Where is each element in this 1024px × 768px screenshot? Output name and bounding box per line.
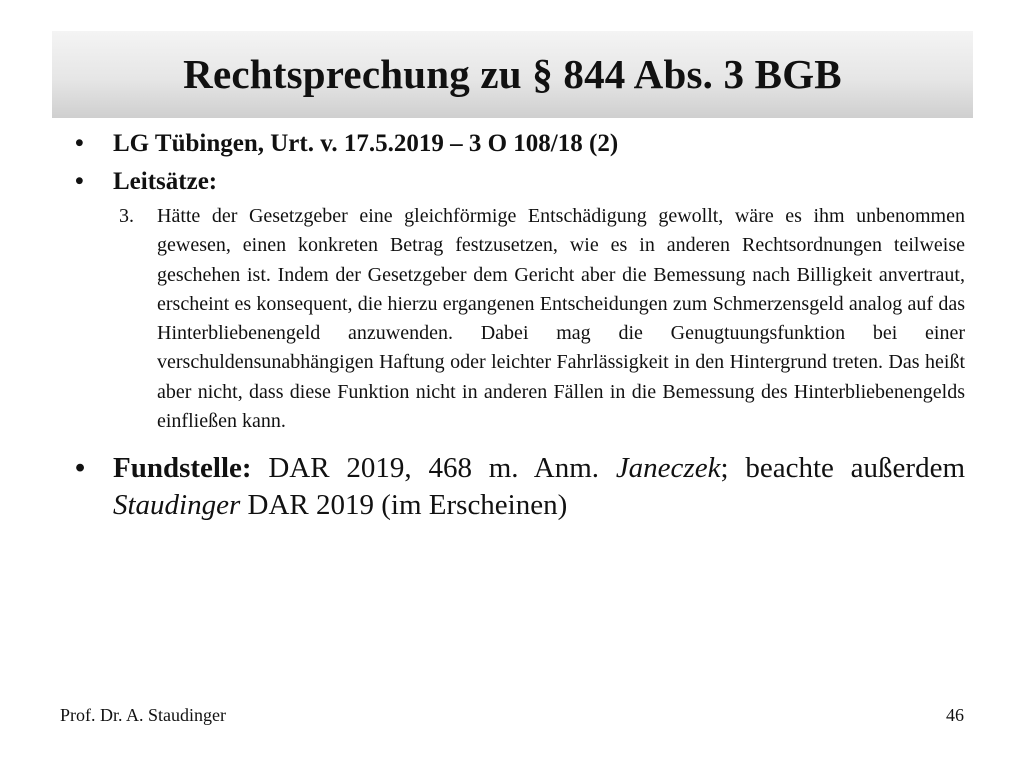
leitsatz-item: [119, 202, 965, 436]
fundstelle-author2: Staudinger: [113, 489, 241, 522]
footer-page-number: 46: [946, 705, 964, 725]
fundstelle-part2: ; beachte außerdem: [720, 452, 965, 485]
bullet-fundstelle: [75, 450, 965, 524]
fundstelle-part1: DAR 2019, 468 m. Anm.: [251, 452, 616, 485]
bullet-case-citation: [75, 126, 965, 162]
leitsatz-number: 3.: [119, 205, 134, 227]
slide-content: [75, 126, 965, 524]
footer-author: Prof. Dr. A. Staudinger: [60, 705, 226, 725]
slide-title: Rechtsprechung zu § 844 Abs. 3 BGB: [183, 50, 842, 97]
leitsaetze-heading: Leitsätze:: [113, 168, 218, 195]
fundstelle-author1: Janeczek: [615, 452, 721, 485]
fundstelle-label: Fundstelle:: [113, 452, 252, 485]
fundstelle-text: [113, 450, 965, 524]
bullet-marker: •: [75, 168, 84, 195]
bullet-marker: •: [75, 452, 86, 485]
title-bar: [52, 31, 973, 118]
case-citation: LG Tübingen, Urt. v. 17.5.2019 – 3 O 108/18 (2): [113, 130, 619, 157]
fundstelle-part3: DAR 2019 (im Erscheinen): [240, 489, 568, 522]
bullet-leitsaetze: [75, 164, 965, 200]
bullet-marker: •: [75, 130, 84, 157]
leitsatz-text: Hätte der Gesetzgeber eine gleichförmige Entschädigung gewollt, wäre es ihm unbenommen gewesen, einen konkreten Betrag festzusetzen, wie es in anderen Rechtsordnungen teilweise geschehen ist. Indem der Gesetzgeber dem Gericht aber die Bemessung nach Billigkeit anvertraut, erscheint es konsequent, die hierzu ergangenen Entscheidungen zum Schmerzensgeld analog auf das Hinterbliebenengeld anzuwenden. Dabei mag die Genugtuungsfunktion bei einer verschuldensunabhängigen Haftung oder leichter Fahrlässigkeit in den Hintergrund treten. Das heißt aber nicht, dass diese Funktion nicht in anderen Fällen in die Bemessung des Hinterbliebenengelds einfließen kann.: [157, 205, 965, 433]
